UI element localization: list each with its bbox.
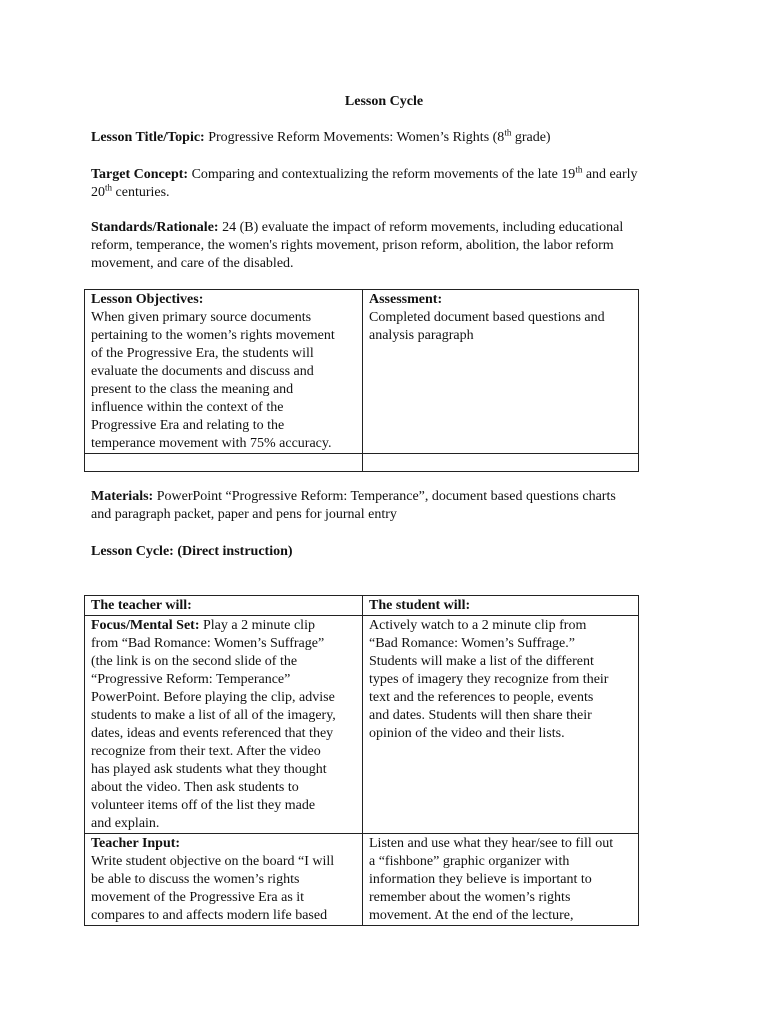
lesson-cycle-table [84, 595, 639, 926]
target-concept-text-a: Comparing and contextualizing the reform movements of the late 19 [191, 167, 576, 182]
objectives-line: of the Progressive Era, the students will [91, 346, 314, 361]
objectives-line: temperance movement with 75% accuracy. [91, 436, 332, 451]
target-concept-text-c: 20 [91, 185, 105, 200]
target-concept-label: Target Concept: [91, 167, 189, 182]
input-line: Write student objective on the board “I will [91, 854, 335, 869]
objectives-heading: Lesson Objectives: [91, 292, 204, 307]
focus-line: volunteer items off of the list they made [91, 798, 316, 813]
table-row [85, 596, 639, 616]
input-student-line: a “fishbone” graphic organizer with [369, 854, 570, 869]
focus-line: recognize from their text. After the video [91, 744, 321, 759]
target-concept-sup-b: th [105, 182, 113, 193]
focus-student-line: “Bad Romance: Women’s Suffrage.” [369, 636, 575, 651]
assessment-line: Completed document based questions and [369, 310, 605, 325]
lesson-title-text: Progressive Reform Movements: Women’s Rights (8 [208, 130, 505, 145]
input-teacher-cell [85, 834, 363, 926]
teacher-input-label: Teacher Input: [91, 836, 181, 851]
objectives-line: When given primary source documents [91, 310, 312, 325]
focus-student-line: types of imagery they recognize from their [369, 672, 609, 687]
standards-label: Standards/Rationale: [91, 220, 219, 235]
focus-student-cell [363, 616, 639, 834]
assessment-line: analysis paragraph [369, 328, 474, 343]
input-student-line: information they believe is important to [369, 872, 592, 887]
objectives-table [84, 289, 639, 472]
table-row [85, 616, 639, 834]
focus-teacher-cell [85, 616, 363, 834]
table-row [85, 834, 639, 926]
input-line: compares to and affects modern life based [91, 908, 328, 923]
focus-line: Play a 2 minute clip [199, 618, 315, 633]
focus-line: “Progressive Reform: Temperance” [91, 672, 291, 687]
focus-student-line: and dates. Students will then share their [369, 708, 592, 723]
input-student-line: Listen and use what they hear/see to fill out [369, 836, 614, 851]
empty-cell [363, 454, 639, 472]
lesson-title-sup: th [504, 127, 512, 138]
student-heading: The student will: [363, 596, 639, 616]
focus-student-line: opinion of the video and their lists. [369, 726, 565, 741]
focus-line: (the link is on the second slide of the [91, 654, 298, 669]
focus-line: about the video. Then ask students to [91, 780, 299, 795]
input-student-line: movement. At the end of the lecture, [369, 908, 574, 923]
objectives-line: present to the class the meaning and [91, 382, 294, 397]
focus-label: Focus/Mental Set: [91, 618, 200, 633]
empty-cell [85, 454, 363, 472]
target-concept-text-b: and early [582, 167, 638, 182]
focus-line: from “Bad Romance: Women’s Suffrage” [91, 636, 325, 651]
materials-label: Materials: [91, 489, 154, 504]
lesson-title-label: Lesson Title/Topic: [91, 130, 205, 145]
lesson-cycle-heading: Lesson Cycle: (Direct instruction) [91, 544, 293, 559]
objectives-line: evaluate the documents and discuss and [91, 364, 314, 379]
objectives-line: pertaining to the women’s rights movement [91, 328, 335, 343]
objectives-line: Progressive Era and relating to the [91, 418, 285, 433]
objectives-cell [85, 290, 363, 454]
lesson-title-line [91, 129, 691, 147]
materials-block [91, 488, 691, 524]
focus-line: PowerPoint. Before playing the clip, advise [91, 690, 335, 705]
focus-student-line: Actively watch to a 2 minute clip from [369, 618, 587, 633]
target-concept-sup-a: th [575, 164, 583, 175]
assessment-heading: Assessment: [369, 292, 443, 307]
target-concept-block [91, 166, 691, 202]
standards-line: movement, and care of the disabled. [91, 256, 294, 271]
materials-line: PowerPoint “Progressive Reform: Temperance”, document based questions charts [153, 489, 616, 504]
page-title: Lesson Cycle [344, 94, 424, 109]
focus-line: dates, ideas and events referenced that they [91, 726, 334, 741]
standards-line: reform, temperance, the women's rights movement, prison reform, abolition, the labor reform [91, 238, 614, 253]
input-line: be able to discuss the women’s rights [91, 872, 300, 887]
teacher-heading: The teacher will: [85, 596, 363, 616]
input-student-line: remember about the women’s rights [369, 890, 571, 905]
input-line: movement of the Progressive Era as it [91, 890, 305, 905]
table-row [85, 454, 639, 472]
lesson-title-end: grade) [511, 130, 551, 145]
focus-line: and explain. [91, 816, 160, 831]
target-concept-text-d: centuries. [112, 185, 170, 200]
focus-student-line: Students will make a list of the different [369, 654, 594, 669]
table-row [85, 290, 639, 454]
focus-line: students to make a list of all of the imagery, [91, 708, 336, 723]
materials-line: and paragraph packet, paper and pens for journal entry [91, 507, 397, 522]
input-student-cell [363, 834, 639, 926]
standards-line: 24 (B) evaluate the impact of reform movements, including educational [218, 220, 624, 235]
focus-student-line: text and the references to people, events [369, 690, 594, 705]
focus-line: has played ask students what they thought [91, 762, 327, 777]
standards-block [91, 219, 691, 273]
objectives-line: influence within the context of the [91, 400, 284, 415]
assessment-cell [363, 290, 639, 454]
